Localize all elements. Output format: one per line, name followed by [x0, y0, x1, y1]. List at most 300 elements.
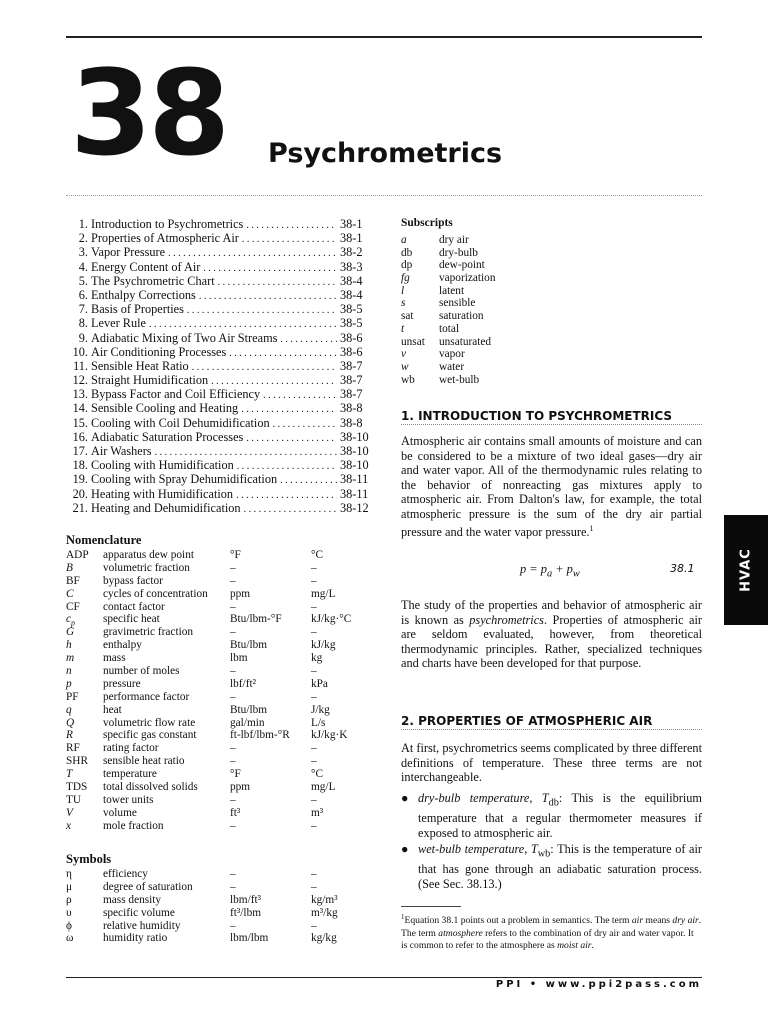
toc-page-number: 38-3 [340, 259, 363, 274]
si-units: – [311, 793, 317, 806]
toc-entry[interactable] [66, 401, 368, 415]
toc-entry[interactable] [66, 430, 368, 444]
subscript-symbol: t [401, 322, 405, 335]
toc-entry[interactable] [66, 416, 368, 430]
nomenclature-row [66, 755, 381, 768]
subscript-meaning: wet-bulb [439, 373, 480, 386]
toc-title: Air Conditioning Processes [91, 344, 227, 359]
toc-page-number: 38-12 [340, 500, 369, 515]
toc-title: Vapor Pressure [91, 245, 166, 260]
subscripts-heading: Subscripts [401, 217, 453, 229]
toc-leader [237, 458, 337, 472]
toc-title: Basis of Properties [91, 302, 184, 317]
us-units: °F [230, 549, 241, 561]
us-units: – [230, 742, 236, 755]
nomenclature-row [66, 575, 381, 588]
subscript-meaning: dry-bulb [439, 246, 478, 259]
subscript-meaning: vapor [439, 348, 465, 361]
footer-publisher[interactable]: PPI • www.ppi2pass.com [495, 979, 702, 990]
si-units: mg/L [311, 781, 336, 794]
us-units: – [230, 690, 236, 703]
nomenclature-row [66, 781, 381, 794]
toc-title: Enthalpy Corrections [91, 287, 196, 302]
subscript-meaning: saturation [439, 310, 484, 323]
subscript-meaning: total [439, 322, 460, 335]
si-units: – [311, 690, 317, 703]
nomenclature-row [66, 665, 381, 678]
us-units: lbm [230, 652, 248, 665]
description: pressure [103, 677, 141, 690]
si-units: J/kg [311, 703, 330, 716]
toc-page-number: 38-10 [340, 458, 369, 473]
si-units: m³/kg [311, 906, 338, 919]
us-units: ppm [230, 781, 251, 794]
symbol: TDS [66, 781, 88, 794]
description: performance factor [103, 690, 190, 703]
toc-entry[interactable] [66, 288, 368, 302]
subscript-row [401, 285, 495, 298]
us-units: – [230, 665, 236, 678]
description: heat [103, 703, 122, 716]
subscript-symbol: fg [401, 272, 410, 285]
toc-entry[interactable] [66, 316, 368, 330]
subscript-meaning: unsaturated [439, 335, 492, 348]
description: volume [103, 806, 137, 819]
toc-page-number: 38-5 [340, 316, 363, 331]
si-units: kPa [311, 677, 328, 690]
nomenclature-row [66, 626, 381, 639]
symbol: TU [66, 793, 82, 806]
si-units: – [311, 742, 317, 755]
symbols-row [66, 907, 381, 920]
subscript-meaning: vaporization [439, 272, 496, 285]
toc-leader [273, 416, 337, 430]
us-units: ft³/lbm [230, 906, 262, 919]
us-units: lbm/ft³ [230, 893, 262, 906]
toc-number: 20. [72, 486, 88, 501]
subscript-row [401, 272, 495, 285]
toc-leader [218, 274, 337, 288]
toc-leader [263, 387, 337, 401]
us-units: °F [230, 768, 241, 781]
subscript-row [401, 310, 495, 323]
nomenclature-row [66, 639, 381, 652]
section-1-paragraph-1: Atmospheric air contains small amounts of moisture and can be considered to be a mixture of two ideal gases—dry air and water vapor. All of the thermodynamic rules relating to the behavior of nonreacting gas mixtures apply to atmospheric air. From Dalton's law, for example, the total atmospheric pressure is the sum of the dry air partial pressure and the water vapor pressure.$^1$ [401, 434, 702, 539]
nomenclature-row [66, 794, 381, 807]
si-units: – [311, 600, 317, 613]
description: degree of saturation [103, 880, 193, 893]
toc-leader [244, 501, 337, 515]
toc-title: Energy Content of Air [91, 259, 201, 274]
toc-number: 1. [78, 217, 88, 231]
nomenclature-row [66, 562, 381, 575]
description: total dissolved solids [103, 781, 198, 794]
nomenclature-row [66, 820, 381, 833]
symbol: CF [66, 600, 80, 613]
subscript-symbol: dp [401, 259, 413, 272]
toc-page-number: 38-8 [340, 415, 363, 430]
chapter-number: 38 [70, 44, 227, 182]
toc-entry[interactable] [66, 345, 368, 359]
toc-entry[interactable] [66, 245, 368, 259]
nomenclature-row [66, 691, 381, 704]
description: mass [103, 652, 126, 665]
symbol: SHR [66, 755, 88, 768]
bullet-wet-bulb: ● wet-bulb temperature, $T_{wb}$: This is the temperature of air that has gone through an adiabatic saturation process. (See Sec. 38.13.) [401, 842, 702, 891]
toc-title: Air Washers [91, 444, 152, 458]
toc-title: Cooling with Humidification [91, 458, 234, 473]
si-units: – [311, 561, 317, 574]
section-1-paragraph-2: The study of the properties and behavior of atmospheric air is known as psychrometrics. Properties of atmospheric air are seldom evaluated, however, from theoretical thermodynamic principles. Rather, specialized techniques and charts have been developed for that purpose. [401, 598, 702, 671]
symbol: μ [66, 880, 73, 893]
subscript-symbol: wb [401, 373, 415, 386]
symbols-row [66, 932, 381, 945]
hvac-side-tab[interactable] [724, 515, 768, 625]
symbols-row [66, 894, 381, 907]
toc-page-number: 38-11 [340, 472, 369, 487]
subscript-symbol: unsat [401, 335, 425, 348]
hvac-tab-label: HVAC [738, 548, 754, 592]
si-units: °C [311, 549, 324, 561]
toc-number: 7. [78, 302, 88, 317]
toc-page-number: 38-1 [340, 217, 363, 231]
symbol: B [66, 561, 73, 574]
toc-leader [155, 444, 337, 458]
toc-leader [229, 345, 337, 359]
si-units: mg/L [311, 587, 336, 600]
us-units: ft-lbf/lbm-°R [230, 729, 290, 742]
symbol: h [66, 639, 72, 652]
toc-leader [246, 217, 337, 231]
description: relative humidity [103, 919, 181, 932]
toc-entry[interactable] [66, 302, 368, 316]
description: cycles of concentration [103, 587, 208, 600]
toc-number: 2. [78, 231, 88, 246]
si-units: kg [311, 652, 323, 665]
si-units: – [311, 868, 317, 880]
si-units: – [311, 919, 317, 932]
us-units: – [230, 793, 236, 806]
toc-entry[interactable] [66, 260, 368, 274]
subscript-row [401, 361, 495, 374]
subscript-row [401, 247, 495, 260]
toc-leader [203, 260, 337, 274]
subscript-symbol: s [401, 297, 406, 310]
nomenclature-row [66, 807, 381, 820]
si-units: – [311, 880, 317, 893]
us-units: gal/min [230, 716, 265, 729]
us-units: Btu/lbm [230, 703, 268, 716]
toc-leader [168, 245, 337, 259]
subscript-row [401, 297, 495, 310]
us-units: – [230, 819, 236, 832]
top-rule [66, 36, 702, 38]
symbol: υ [66, 906, 72, 919]
nomenclature-row [66, 613, 381, 626]
toc-page-number: 38-7 [340, 373, 363, 388]
subscript-row [401, 259, 495, 272]
symbols-heading: Symbols [66, 852, 112, 866]
us-units: – [230, 561, 236, 574]
nomenclature-row [66, 588, 381, 601]
nomenclature-row [66, 729, 381, 742]
description: enthalpy [103, 639, 142, 652]
section-1-heading: 1. INTRODUCTION TO PSYCHROMETRICS [401, 409, 673, 423]
si-units: °C [311, 768, 324, 781]
symbol: C [66, 587, 74, 600]
toc-title: Heating and Dehumidification [91, 500, 241, 515]
chapter-title: Psychrometrics [268, 138, 503, 169]
symbol: ω [66, 932, 74, 945]
toc-leader [242, 231, 337, 245]
toc-number: 6. [78, 287, 88, 302]
symbol: m [66, 652, 75, 665]
toc-entry[interactable] [66, 359, 368, 373]
us-units: – [230, 600, 236, 613]
toc-page-number: 38-1 [340, 231, 363, 246]
si-units: kJ/kg [311, 639, 336, 652]
toc-entry[interactable] [66, 458, 368, 472]
toc-entry[interactable] [66, 444, 368, 458]
toc-number: 8. [78, 316, 88, 331]
description: apparatus dew point [103, 549, 194, 561]
us-units: Btu/lbm [230, 639, 268, 652]
subscript-meaning: sensible [439, 297, 476, 310]
si-units: kg/m³ [311, 893, 338, 906]
section-2-paragraph-1: At first, psychrometrics seems complicated by three different definitions of temperature. These three terms are not interchangeable. [401, 741, 702, 785]
title-divider [66, 195, 702, 196]
symbol: G [66, 626, 75, 639]
subscript-symbol: db [401, 246, 413, 259]
subscript-symbol: v [401, 348, 407, 361]
us-units: lbf/ft² [230, 677, 256, 690]
section-2-heading: 2. PROPERTIES OF ATMOSPHERIC AIR [401, 714, 653, 728]
subscript-symbol: sat [401, 310, 414, 323]
toc-entry[interactable] [66, 472, 368, 486]
subscript-meaning: latent [439, 284, 465, 297]
us-units: lbm/lbm [230, 932, 269, 945]
toc-page-number: 38-4 [340, 273, 363, 288]
toc-title: Properties of Atmospheric Air [91, 231, 239, 246]
toc-leader [280, 472, 337, 486]
symbol: RF [66, 742, 80, 755]
toc-number: 18. [72, 458, 88, 473]
toc-title: Cooling with Spray Dehumidification [91, 472, 278, 487]
toc-number: 9. [78, 330, 88, 345]
toc-number: 11. [73, 358, 88, 373]
si-units: – [311, 755, 317, 768]
symbol: q [66, 703, 72, 716]
nomenclature-row [66, 601, 381, 614]
symbols-table [66, 868, 381, 945]
us-units: – [230, 626, 236, 639]
toc-title: The Psychrometric Chart [91, 273, 215, 288]
description: sensible heat ratio [103, 755, 185, 768]
description: temperature [103, 768, 157, 781]
subscript-symbol: w [401, 360, 409, 373]
toc-entry[interactable] [66, 231, 368, 245]
section-1-rule [401, 424, 702, 425]
symbol: T [66, 768, 73, 781]
toc-entry[interactable] [66, 373, 368, 387]
subscript-symbol: a [401, 234, 407, 246]
table-of-contents [66, 217, 368, 515]
toc-title: Sensible Heat Ratio [91, 358, 189, 373]
description: tower units [103, 793, 154, 806]
symbols-row [66, 920, 381, 933]
footer-rule [66, 977, 702, 978]
footnote: $^1$Equation 38.1 points out a problem in semantics. The term air means dry air. The term atmosphere refers to the combination of dry air and water vapor. It is common to refer to the atmosphere as moist air. [401, 913, 702, 951]
symbol: $c_p$ [66, 613, 76, 628]
si-units: – [311, 665, 317, 678]
symbol: ρ [66, 893, 72, 906]
equation-38-1: $p = p_a + p_w$ [520, 562, 580, 580]
toc-number: 4. [78, 259, 88, 274]
toc-entry[interactable] [66, 217, 368, 231]
description: rating factor [103, 742, 159, 755]
us-units: – [230, 755, 236, 768]
toc-number: 12. [72, 373, 88, 388]
toc-number: 13. [72, 387, 88, 402]
toc-title: Lever Rule [91, 316, 146, 331]
toc-title: Bypass Factor and Coil Efficiency [91, 387, 261, 402]
nomenclature-row [66, 742, 381, 755]
bullet-dry-bulb: ● dry-bulb temperature, $T_{db}$: This is the equilibrium temperature that a regular thermometer measures if exposed to atmospheric air. [401, 791, 702, 840]
us-units: – [230, 880, 236, 893]
toc-page-number: 38-4 [340, 287, 363, 302]
toc-page-number: 38-2 [340, 245, 363, 260]
si-units: kJ/kg·°C [311, 613, 352, 626]
subscript-row [401, 323, 495, 336]
toc-page-number: 38-7 [340, 358, 363, 373]
description: contact factor [103, 600, 165, 613]
nomenclature-table [66, 549, 381, 833]
description: efficiency [103, 868, 148, 880]
toc-title: Sensible Cooling and Heating [91, 401, 239, 416]
description: bypass factor [103, 574, 163, 587]
description: humidity ratio [103, 932, 168, 945]
nomenclature-row [66, 652, 381, 665]
toc-entry[interactable] [66, 487, 368, 501]
toc-leader [149, 316, 337, 330]
toc-number: 5. [78, 273, 88, 288]
toc-entry[interactable] [66, 501, 368, 515]
toc-page-number: 38-6 [340, 330, 363, 345]
toc-leader [280, 331, 337, 345]
us-units: ppm [230, 587, 251, 600]
toc-entry[interactable] [66, 387, 368, 401]
symbol: ϕ [66, 919, 72, 932]
symbol: η [66, 868, 72, 880]
toc-page-number: 38-10 [340, 429, 369, 444]
description: mole fraction [103, 819, 164, 832]
toc-title: Heating with Humidification [91, 486, 234, 501]
subscript-row [401, 234, 495, 247]
toc-leader [241, 401, 337, 415]
symbols-row [66, 881, 381, 894]
subscript-row [401, 348, 495, 361]
toc-leader [187, 302, 337, 316]
si-units: – [311, 819, 317, 832]
nomenclature-row [66, 768, 381, 781]
toc-number: 19. [72, 472, 88, 487]
toc-page-number: 38-8 [340, 401, 363, 416]
subscript-meaning: dew-point [439, 259, 485, 272]
toc-leader [246, 430, 337, 444]
symbol: p [66, 677, 72, 690]
us-units: Btu/lbm-°F [230, 613, 282, 626]
toc-number: 17. [72, 444, 88, 458]
description: mass density [103, 893, 162, 906]
us-units: – [230, 574, 236, 587]
si-units: – [311, 626, 317, 639]
toc-title: Adiabatic Saturation Processes [91, 429, 244, 444]
nomenclature-row [66, 704, 381, 717]
toc-page-number: 38-6 [340, 344, 363, 359]
subscript-meaning: dry air [439, 234, 469, 246]
description: volumetric fraction [103, 561, 190, 574]
toc-number: 15. [72, 415, 88, 430]
subscript-row [401, 374, 495, 387]
toc-title: Cooling with Coil Dehumidification [91, 415, 270, 430]
description: gravimetric fraction [103, 626, 194, 639]
nomenclature-row [66, 717, 381, 730]
description: number of moles [103, 665, 180, 678]
symbol: ADP [66, 549, 89, 561]
nomenclature-row [66, 549, 381, 562]
nomenclature-row [66, 678, 381, 691]
toc-entry[interactable] [66, 331, 368, 345]
toc-page-number: 38-5 [340, 302, 363, 317]
symbol: R [66, 729, 73, 742]
symbols-row [66, 868, 381, 881]
si-units: L/s [311, 716, 326, 729]
toc-leader [211, 373, 337, 387]
toc-leader [199, 288, 337, 302]
symbol: V [66, 806, 73, 819]
subscript-meaning: water [439, 360, 465, 373]
subscripts-list [401, 234, 495, 386]
symbol: PF [66, 690, 79, 703]
toc-number: 16. [72, 429, 88, 444]
subscript-row [401, 336, 495, 349]
toc-title: Adiabatic Mixing of Two Air Streams [91, 330, 278, 345]
symbol: BF [66, 574, 80, 587]
toc-number: 14. [72, 401, 88, 416]
si-units: kJ/kg·K [311, 729, 348, 742]
toc-title: Introduction to Psychrometrics [91, 217, 244, 231]
toc-leader [192, 359, 337, 373]
symbol: n [66, 665, 72, 678]
toc-title: Straight Humidification [91, 373, 209, 388]
si-units: kg/kg [311, 932, 337, 945]
si-units: – [311, 574, 317, 587]
description: volumetric flow rate [103, 716, 196, 729]
symbol: Q [66, 716, 75, 729]
toc-page-number: 38-10 [340, 444, 369, 458]
us-units: ft³ [230, 806, 241, 819]
symbol: x [66, 819, 72, 832]
toc-entry[interactable] [66, 274, 368, 288]
toc-page-number: 38-11 [340, 486, 369, 501]
toc-page-number: 38-7 [340, 387, 363, 402]
subscript-symbol: l [401, 284, 405, 297]
section-2-rule [401, 729, 702, 730]
description: specific volume [103, 906, 175, 919]
us-units: – [230, 919, 236, 932]
footnote-rule [401, 906, 461, 907]
si-units: m³ [311, 806, 324, 819]
